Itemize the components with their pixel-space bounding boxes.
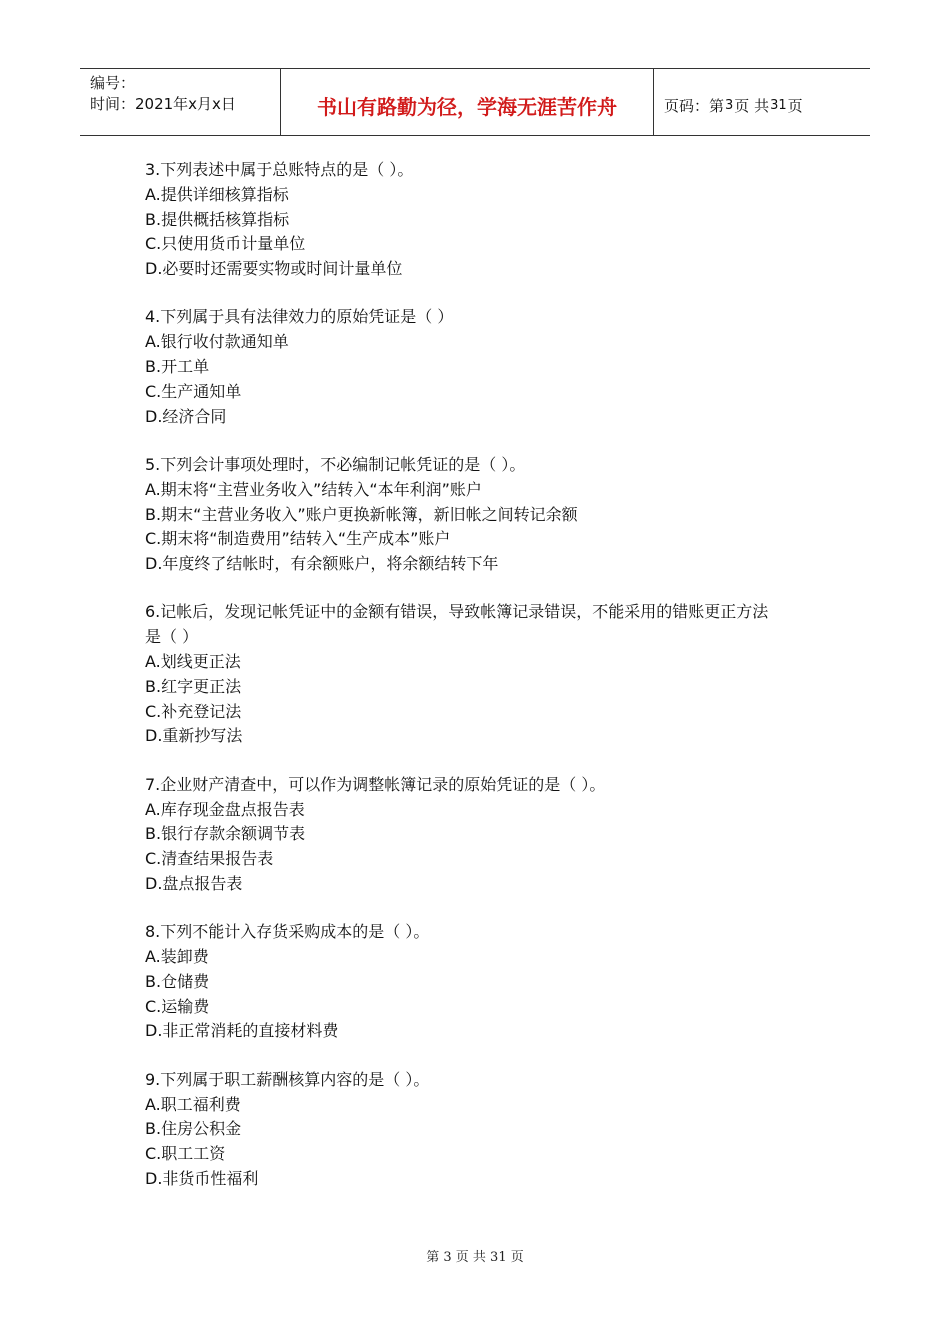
page-footer: 第 3 页 共 31 页 [426,1250,524,1265]
answer-option: B.红字更正法 [145,676,242,696]
document-time-label: 时间：2021年x月x日 [90,95,236,113]
question-stem: 7.企业财产清查中，可以作为调整帐簿记录的原始凭证的是（ ）。 [145,774,606,794]
answer-option: D.非正常消耗的直接材料费 [145,1021,339,1041]
answer-option: C.补充登记法 [145,701,242,721]
page-mid-label: 页 共 [734,96,770,115]
answer-option: D.盘点报告表 [145,873,243,893]
answer-option: A.库存现金盘点报告表 [145,799,305,819]
answer-option: C.职工工资 [145,1144,226,1164]
question-list [145,158,815,1215]
header-info-cell [80,69,281,135]
header-page-indicator [654,69,870,135]
question-item [145,773,815,897]
answer-option: B.住房公积金 [145,1119,242,1139]
answer-option: A.期末将“主营业务收入”结转入“本年利润”账户 [145,479,482,499]
question-item [145,158,815,282]
question-item [145,1068,815,1192]
answer-option: D.经济合同 [145,406,227,426]
page-current: 3 [725,97,734,113]
page-total: 31 [770,97,787,113]
page-header [80,68,870,136]
answer-option: A.装卸费 [145,947,209,967]
answer-option: A.银行收付款通知单 [145,332,289,352]
question-stem: 3.下列表述中属于总账特点的是（ ）。 [145,160,414,179]
answer-option: C.期末将“制造费用”结转入“生产成本”账户 [145,529,451,549]
answer-option: A.提供详细核算指标 [145,184,289,204]
page-label: 页码：第 [664,96,725,115]
answer-option: C.运输费 [145,996,210,1016]
page-end-label: 页 [787,96,803,115]
answer-option: C.清查结果报告表 [145,849,274,869]
answer-option: D.非货币性福利 [145,1168,259,1188]
question-stem: 5.下列会计事项处理时，不必编制记帐凭证的是（ ）。 [145,454,526,474]
question-item [145,920,815,1044]
answer-option: B.银行存款余额调节表 [145,824,306,844]
answer-option: D.必要时还需要实物或时间计量单位 [145,259,403,279]
question-stem: 4.下列属于具有法律效力的原始凭证是（ ） [145,307,454,327]
question-stem: 是（ ） [145,627,199,647]
answer-option: C.只使用货币计量单位 [145,234,306,254]
answer-option: B.期末“主营业务收入”账户更换新帐簿，新旧帐之间转记余额 [145,504,578,524]
answer-option: B.开工单 [145,357,210,377]
answer-option: D.重新抄写法 [145,726,243,746]
answer-option: A.划线更正法 [145,652,241,672]
question-item [145,453,815,577]
question-item [145,305,815,429]
question-stem: 6.记帐后，发现记帐凭证中的金额有错误，导致帐簿记录错误，不能采用的错账更正方法 [145,602,769,622]
answer-option: B.仓储费 [145,971,210,991]
answer-option: D.年度终了结帐时，有余额账户，将余额结转下年 [145,554,499,574]
answer-option: C.生产通知单 [145,381,242,401]
question-stem: 8.下列不能计入存货采购成本的是（ ）。 [145,922,430,942]
question-item [145,600,815,749]
header-motto: 书山有路勤为径，学海无涯苦作舟 [281,69,654,135]
answer-option: B.提供概括核算指标 [145,209,290,229]
answer-option: A.职工福利费 [145,1094,241,1114]
question-stem: 9.下列属于职工薪酬核算内容的是（ ）。 [145,1069,430,1089]
document-number-label: 编号： [90,74,136,92]
